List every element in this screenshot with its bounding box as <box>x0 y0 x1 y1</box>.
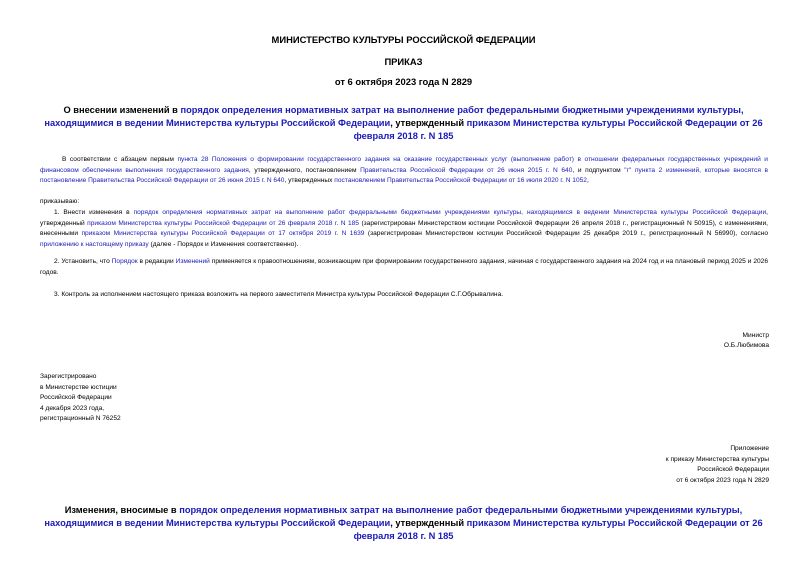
preamble-text: , утвержденных <box>284 177 335 184</box>
title-link-procedure[interactable]: порядок определения нормативных затрат на выполнение работ федеральными бюджетными учреждениями культуры, находящимися в ведении Министерства культуры Российской Федерации <box>44 105 744 128</box>
item2-text: в редакции <box>137 258 176 265</box>
preamble-text: , утвержденного, постановлением <box>248 166 361 174</box>
title-text: О внесении изменений в <box>63 105 181 115</box>
date-number: от 6 октября 2023 года N 2829 <box>334 76 473 87</box>
title-text: , утвержденный <box>390 118 467 128</box>
link-order-1639[interactable]: приказом Министерства культуры Российской Федерации от 17 октября 2019 г. N 1639 <box>81 230 365 237</box>
preamble-text: , <box>586 177 589 184</box>
item1-text: (далее - Порядок и Изменения соответственно). <box>148 240 299 248</box>
link-order-185[interactable]: приказом Министерства культуры Российской Федерации от 26 февраля 2018 г. N 185 <box>87 219 359 227</box>
item2-text: 2. Установить, что <box>54 258 112 265</box>
link-poryadok[interactable]: Порядок <box>111 258 138 265</box>
registration-line: Зарегистрировано <box>40 373 97 380</box>
registration-block <box>40 372 121 425</box>
appendix-title-text: , утвержденный <box>390 518 467 528</box>
order-word: приказываю: <box>40 198 80 205</box>
registration-line: 4 декабря 2023 года, <box>40 404 105 412</box>
item-3: 3. Контроль за исполнением настоящего приказа возложить на первого заместителя Министра культуры Российской Федерации С.Г.Обрывалина. <box>54 291 504 298</box>
preamble-text: , и подпунктом <box>572 166 625 174</box>
appendix-title-link-procedure[interactable]: порядок определения нормативных затрат на выполнение работ федеральными бюджетными учреждениями культуры, находящимися в ведении Министерства культуры Российской Федерации <box>44 505 743 528</box>
link-izmeneniya[interactable]: Изменений <box>175 258 210 265</box>
item1-text: (зарегистрирован Министерством юстиции Российской Федерации 25 декабря 2019 г., регистрационный N 56990), согласно <box>364 230 768 237</box>
appendix-line: от 6 октября 2023 года N 2829 <box>676 476 769 484</box>
link-resolution-640[interactable]: Правительства Российской Федерации от 26 июня 2015 г. N 640 <box>360 166 573 174</box>
registration-line: регистрационный N 76252 <box>40 415 121 422</box>
item1-text: (зарегистрирован Министерством юстиции Российской Федерации 26 апреля 2018 г., регистрационный N 50915), с изменениями, внесенными <box>40 219 768 237</box>
title-link-order[interactable]: приказом Министерства культуры Российской Федерации от 26 февраля 2018 г. N 185 <box>353 118 763 141</box>
appendix-line: к приказу Министерства культуры <box>665 455 769 463</box>
ministry-heading: МИНИСТЕРСТВО КУЛЬТУРЫ РОССИЙСКОЙ ФЕДЕРАЦИИ <box>271 34 536 45</box>
link-subpoint-g[interactable]: "г" пункта 2 изменений, которые вносятся в постановление Правительства Российской Федерации от 26 июня 2015 г. N 640 <box>40 166 768 184</box>
appendix-line: Приложение <box>730 445 769 452</box>
link-procedure[interactable]: порядок определения нормативных затрат на выполнение работ федеральными бюджетными учреждениями культуры, находящимися в ведении Министерства культуры Российской Федерации <box>133 209 767 216</box>
item1-text: , утвержденный <box>40 209 768 227</box>
link-appendix[interactable]: приложению к настоящему приказу <box>40 240 149 248</box>
item-2 <box>40 257 768 278</box>
appendix-title-link-order[interactable]: приказом Министерства культуры Российской Федерации от 26 февраля 2018 г. N 185 <box>353 518 763 541</box>
preamble <box>40 155 768 187</box>
registration-line: Российской Федерации <box>40 394 112 401</box>
item1-text: 1. Внести изменения в <box>54 209 134 216</box>
doc-type-heading: ПРИКАЗ <box>384 56 423 67</box>
appendix-title-text: Изменения, вносимые в <box>64 505 180 515</box>
item-1 <box>40 208 768 250</box>
link-resolution-1052[interactable]: постановлением Правительства Российской Федерации от 16 июля 2020 г. N 1052 <box>334 177 587 184</box>
preamble-text: В соответствии с абзацем первым <box>62 156 178 163</box>
link-regulation-point-28[interactable]: пункта 28 Положения о формировании государственного задания на оказание государственных услуг (выполнение работ) в отношении федеральных государственных учреждений и финансовом обеспечении выполнения государственного задания <box>40 156 768 174</box>
appendix-line: Российской Федерации <box>697 466 769 473</box>
signature-position: Министр <box>742 332 769 339</box>
order-title <box>40 104 767 143</box>
appendix-title <box>40 504 767 543</box>
signature-name: О.Б.Любимова <box>723 342 769 349</box>
appendix-block <box>666 444 769 486</box>
registration-line: в Министерстве юстиции <box>40 383 117 391</box>
item2-text: применяется к правоотношениям, возникающим при формировании государственного задания, начиная с государственного задания на 2024 год и на плановый период 2025 и 2026 годов. <box>40 258 768 276</box>
